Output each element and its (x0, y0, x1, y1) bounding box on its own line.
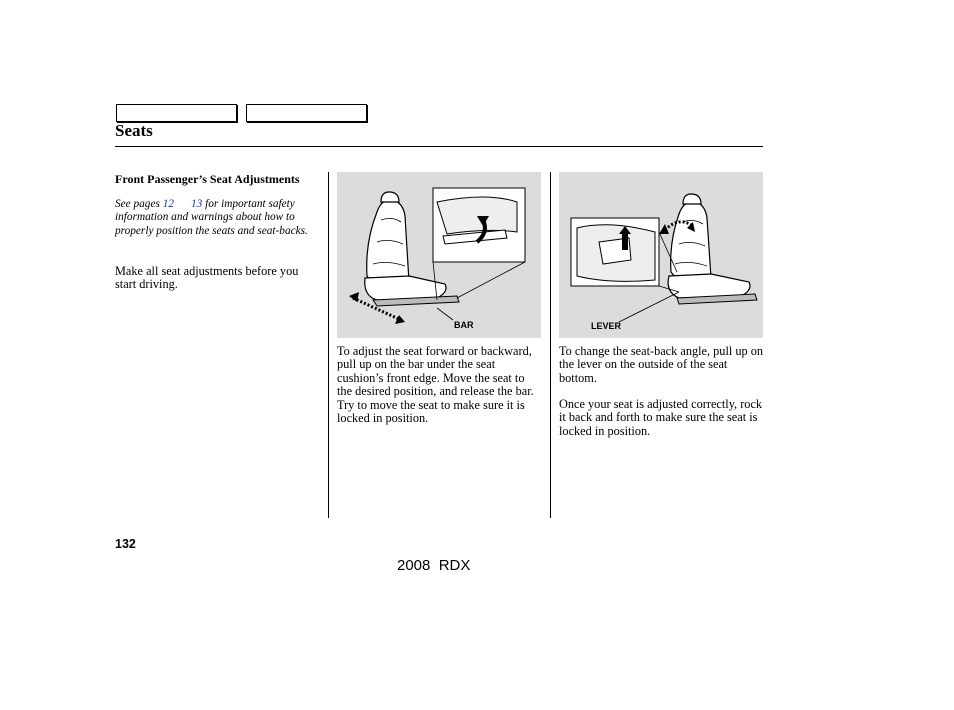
seat-bar-illustration (337, 172, 541, 338)
page-link-12[interactable]: 12 (162, 198, 174, 210)
nav-button-index[interactable] (246, 104, 367, 122)
column-divider-2 (550, 172, 551, 518)
page-number: 132 (115, 537, 136, 551)
title-rule (115, 146, 763, 147)
intro-paragraph: Make all seat adjustments before you start driving. (115, 264, 299, 292)
see-prefix: See pages (115, 198, 160, 210)
lock-check-instructions: Once your seat is adjusted correctly, rock it back and forth to make sure the seat is locked in position. (559, 397, 763, 438)
figure-seat-lever (559, 172, 763, 338)
page-link-13[interactable]: 13 (190, 198, 203, 210)
column-divider-1 (328, 172, 329, 518)
seat-lever-illustration (559, 172, 763, 338)
figure-label-bar: BAR (454, 320, 474, 330)
bar-instructions: To adjust the seat forward or backward, pull up on the bar under the seat cushion’s front edge. Move the seat to the desired position, and release the bar. Try to move the seat to make sure it is locked in position. (337, 344, 534, 426)
page-title: Seats (115, 121, 153, 140)
footer-model: 2008 RDX (397, 557, 471, 574)
figure-label-lever: LEVER (591, 321, 622, 331)
lever-instructions: To change the seat-back angle, pull up on the lever on the outside of the seat bottom. (559, 344, 764, 385)
nav-button-contents[interactable] (116, 104, 237, 122)
safety-reference (115, 198, 320, 238)
see-suffix: for important safety information and warnings about how to properly position the seats and seat-backs. (115, 198, 308, 237)
figure-seat-bar (337, 172, 541, 338)
section-heading: Front Passenger’s Seat Adjustments (115, 172, 300, 186)
